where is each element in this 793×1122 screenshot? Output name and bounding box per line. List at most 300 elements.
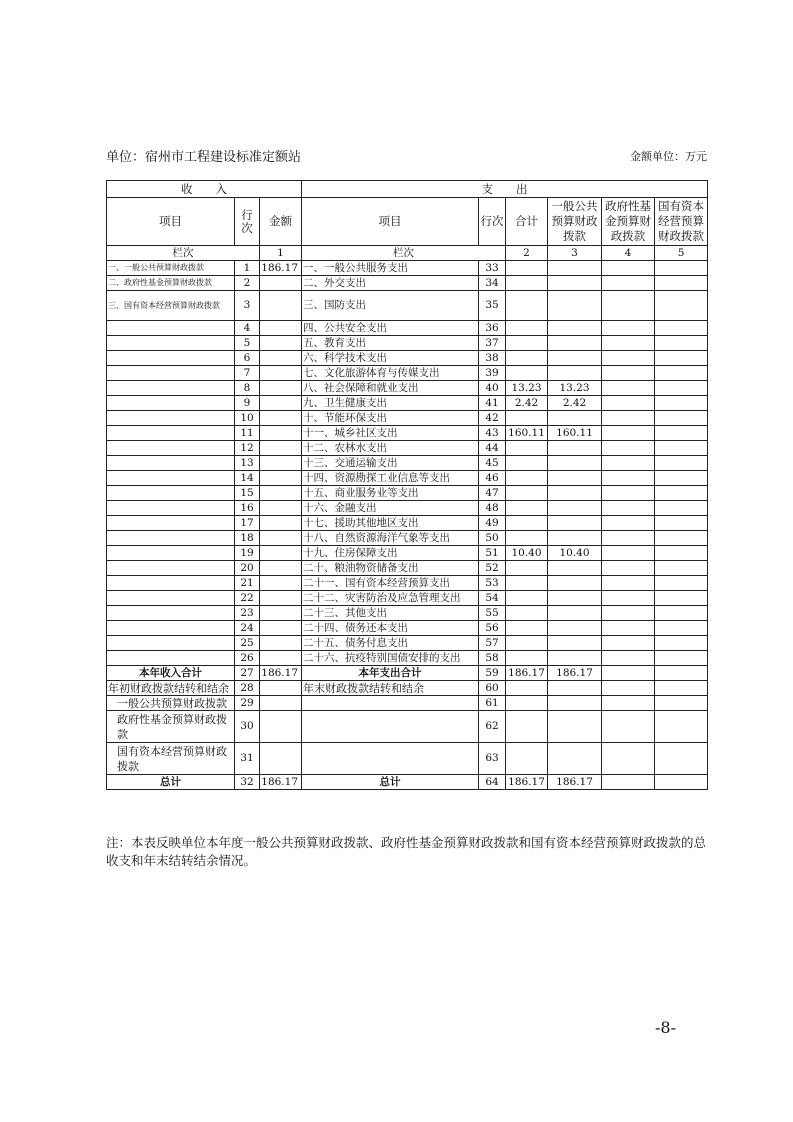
row-number: 22 [235, 591, 260, 606]
soe-cell [655, 261, 708, 276]
table-row [107, 291, 708, 321]
fund-cell [602, 531, 655, 546]
expense-item-cell: 十三、交通运输支出 [302, 456, 479, 471]
total-cell [506, 606, 548, 621]
amount-cell [260, 711, 302, 743]
row-number: 62 [479, 711, 506, 743]
expense-item-cell: 十一、城乡社区支出 [302, 426, 479, 441]
total-cell [506, 516, 548, 531]
col-header-item: 项目 [302, 198, 479, 246]
row-number: 48 [479, 501, 506, 516]
general-cell: 186.17 [548, 775, 602, 790]
table-row [107, 261, 708, 276]
fund-cell [602, 321, 655, 336]
income-item-cell [107, 321, 235, 336]
general-cell [548, 696, 602, 711]
row-number: 45 [479, 456, 506, 471]
general-cell [548, 711, 602, 743]
row-number: 44 [479, 441, 506, 456]
amount-cell: 186.17 [260, 666, 302, 681]
total-cell [506, 576, 548, 591]
row-number: 27 [235, 666, 260, 681]
table-row [107, 606, 708, 621]
general-cell: 186.17 [548, 666, 602, 681]
row-number: 40 [479, 381, 506, 396]
expense-item-cell: 二十五、债务付息支出 [302, 636, 479, 651]
row-number: 35 [479, 291, 506, 321]
col-header-amount: 金额 [260, 198, 302, 246]
income-item-cell [107, 381, 235, 396]
fund-cell [602, 441, 655, 456]
soe-cell [655, 576, 708, 591]
amount-cell [260, 321, 302, 336]
row-number: 61 [479, 696, 506, 711]
income-item-cell [107, 336, 235, 351]
empty-item-cell [302, 743, 479, 775]
general-cell: 13.23 [548, 381, 602, 396]
fund-cell [602, 561, 655, 576]
general-cell [548, 471, 602, 486]
soe-cell [655, 636, 708, 651]
total-cell [506, 441, 548, 456]
general-cell [548, 501, 602, 516]
table-row [107, 351, 708, 366]
general-cell [548, 441, 602, 456]
fund-cell [602, 396, 655, 411]
soe-cell [655, 426, 708, 441]
col-header-soe-budget: 国有资本经营预算财政拨款 [655, 198, 708, 246]
soe-cell [655, 546, 708, 561]
soe-cell [655, 321, 708, 336]
row-number: 2 [235, 276, 260, 291]
row-number: 59 [479, 666, 506, 681]
row-number: 9 [235, 396, 260, 411]
expense-item-cell: 二十、粮油物资储备支出 [302, 561, 479, 576]
total-cell [506, 321, 548, 336]
row-number: 13 [235, 456, 260, 471]
general-cell [548, 606, 602, 621]
row-number: 43 [479, 426, 506, 441]
total-cell: 186.17 [506, 666, 548, 681]
row-number: 5 [235, 336, 260, 351]
table-row [107, 426, 708, 441]
lan-number: 5 [655, 246, 708, 261]
row-number: 63 [479, 743, 506, 775]
amount-cell [260, 681, 302, 696]
income-item-cell: 一、一般公共预算财政拨款 [107, 261, 235, 276]
table-row [107, 576, 708, 591]
sub-fund-label: 政府性基金预算财政拨款 [107, 711, 235, 743]
row-number: 60 [479, 681, 506, 696]
expense-item-cell: 十四、资源勘探工业信息等支出 [302, 471, 479, 486]
row-number: 47 [479, 486, 506, 501]
row-number: 37 [479, 336, 506, 351]
expense-item-cell: 二十二、灾害防治及应急管理支出 [302, 591, 479, 606]
soe-cell [655, 621, 708, 636]
row-number: 20 [235, 561, 260, 576]
empty-item-cell [302, 711, 479, 743]
general-cell [548, 591, 602, 606]
total-cell: 2.42 [506, 396, 548, 411]
fund-cell [602, 456, 655, 471]
table-row [107, 591, 708, 606]
table-row [107, 396, 708, 411]
row-number: 31 [235, 743, 260, 775]
fund-cell [602, 516, 655, 531]
total-cell [506, 486, 548, 501]
general-cell [548, 651, 602, 666]
row-number: 53 [479, 576, 506, 591]
amount-cell [260, 471, 302, 486]
income-item-cell [107, 486, 235, 501]
soe-cell [655, 336, 708, 351]
expense-item-cell: 二十六、抗疫特别国债安排的支出 [302, 651, 479, 666]
row-number: 25 [235, 636, 260, 651]
table-row [107, 441, 708, 456]
table-row [107, 456, 708, 471]
total-cell [506, 711, 548, 743]
general-cell [548, 681, 602, 696]
row-number: 15 [235, 486, 260, 501]
amount-cell [260, 743, 302, 775]
table-row [107, 276, 708, 291]
soe-cell [655, 606, 708, 621]
expense-item-cell: 二十三、其他支出 [302, 606, 479, 621]
table-row [107, 546, 708, 561]
soe-cell [655, 396, 708, 411]
amount-cell [260, 606, 302, 621]
income-item-cell [107, 591, 235, 606]
amount-cell [260, 411, 302, 426]
amount-cell [260, 336, 302, 351]
fund-cell [602, 666, 655, 681]
total-cell [506, 591, 548, 606]
row-number: 18 [235, 531, 260, 546]
soe-cell [655, 486, 708, 501]
row-number: 36 [479, 321, 506, 336]
row-number: 28 [235, 681, 260, 696]
expense-item-cell: 二、外交支出 [302, 276, 479, 291]
lan-label: 栏次 [107, 246, 260, 261]
income-item-cell [107, 621, 235, 636]
soe-cell [655, 291, 708, 321]
expense-item-cell: 十九、住房保障支出 [302, 546, 479, 561]
soe-cell [655, 441, 708, 456]
table-row [107, 336, 708, 351]
fund-cell [602, 546, 655, 561]
soe-cell [655, 681, 708, 696]
soe-cell [655, 516, 708, 531]
row-number: 38 [479, 351, 506, 366]
general-cell [548, 516, 602, 531]
total-cell [506, 261, 548, 276]
general-cell [548, 456, 602, 471]
row-number: 50 [479, 531, 506, 546]
row-number: 6 [235, 351, 260, 366]
fund-cell [602, 621, 655, 636]
soe-cell [655, 743, 708, 775]
table-row [107, 321, 708, 336]
year-income-total-label: 本年收入合计 [107, 666, 235, 681]
amount-cell [260, 486, 302, 501]
total-cell [506, 456, 548, 471]
financial-table [106, 180, 708, 790]
fund-cell [602, 576, 655, 591]
lan-label: 栏次 [302, 246, 506, 261]
col-header-total: 合计 [506, 198, 548, 246]
income-item-cell [107, 366, 235, 381]
carry-in-label: 年初财政拨款结转和结余 [107, 681, 235, 696]
col-header-general-budget: 一般公共预算财政拨款 [548, 198, 602, 246]
row-number: 41 [479, 396, 506, 411]
general-cell: 2.42 [548, 396, 602, 411]
total-cell [506, 681, 548, 696]
amount-cell [260, 651, 302, 666]
table-row [107, 636, 708, 651]
amount-cell [260, 621, 302, 636]
soe-cell [655, 411, 708, 426]
general-cell [548, 291, 602, 321]
table-row [107, 366, 708, 381]
row-number: 1 [235, 261, 260, 276]
income-item-cell [107, 546, 235, 561]
fund-cell [602, 696, 655, 711]
amount-cell [260, 276, 302, 291]
expense-item-cell: 十七、援助其他地区支出 [302, 516, 479, 531]
soe-cell [655, 651, 708, 666]
income-item-cell: 三、国有资本经营预算财政拨款 [107, 291, 235, 321]
soe-cell [655, 351, 708, 366]
income-item-cell [107, 456, 235, 471]
income-item-cell [107, 531, 235, 546]
sub-general-label: 一般公共预算财政拨款 [107, 696, 235, 711]
income-item-cell [107, 441, 235, 456]
row-number: 21 [235, 576, 260, 591]
table-row [107, 411, 708, 426]
income-item-cell: 二、政府性基金预算财政拨款 [107, 276, 235, 291]
fund-cell [602, 426, 655, 441]
fund-cell [602, 351, 655, 366]
income-item-cell [107, 501, 235, 516]
fund-cell [602, 636, 655, 651]
fund-cell [602, 381, 655, 396]
row-number: 30 [235, 711, 260, 743]
fund-cell [602, 743, 655, 775]
grand-total-label: 总计 [107, 775, 235, 790]
income-item-cell [107, 576, 235, 591]
fund-cell [602, 411, 655, 426]
row-number: 51 [479, 546, 506, 561]
row-number: 29 [235, 696, 260, 711]
total-cell [506, 743, 548, 775]
general-cell: 10.40 [548, 546, 602, 561]
general-cell [548, 336, 602, 351]
table-row [107, 501, 708, 516]
unit-label: 单位：宿州市工程建设标准定额站 [106, 150, 302, 165]
amount-cell [260, 546, 302, 561]
row-number: 42 [479, 411, 506, 426]
col-header-fund-budget: 政府性基金预算财政拨款 [602, 198, 655, 246]
expense-item-cell: 一、一般公共服务支出 [302, 261, 479, 276]
total-cell [506, 276, 548, 291]
total-cell [506, 561, 548, 576]
general-cell [548, 621, 602, 636]
soe-cell [655, 696, 708, 711]
row-number: 17 [235, 516, 260, 531]
soe-cell [655, 501, 708, 516]
income-item-cell [107, 351, 235, 366]
total-cell [506, 696, 548, 711]
income-item-cell [107, 651, 235, 666]
total-cell: 160.11 [506, 426, 548, 441]
fund-cell [602, 606, 655, 621]
fund-cell [602, 711, 655, 743]
row-number: 26 [235, 651, 260, 666]
income-item-cell [107, 396, 235, 411]
soe-cell [655, 591, 708, 606]
row-number: 58 [479, 651, 506, 666]
soe-cell [655, 276, 708, 291]
expense-item-cell: 十五、商业服务业等支出 [302, 486, 479, 501]
page-number: -8- [655, 1018, 676, 1037]
amount-cell [260, 441, 302, 456]
amount-cell [260, 366, 302, 381]
amount-cell [260, 516, 302, 531]
soe-cell [655, 561, 708, 576]
fund-cell [602, 276, 655, 291]
lan-number: 1 [260, 246, 302, 261]
row-number: 57 [479, 636, 506, 651]
income-item-cell [107, 471, 235, 486]
amount-cell [260, 351, 302, 366]
year-expense-total-label: 本年支出合计 [302, 666, 479, 681]
fund-cell [602, 471, 655, 486]
amount-cell [260, 591, 302, 606]
table-row [107, 471, 708, 486]
soe-cell [655, 366, 708, 381]
lan-number: 3 [548, 246, 602, 261]
row-number: 49 [479, 516, 506, 531]
amount-cell: 186.17 [260, 775, 302, 790]
amount-cell [260, 291, 302, 321]
carry-out-label: 年末财政拨款结转和结余 [302, 681, 479, 696]
row-number: 4 [235, 321, 260, 336]
total-cell: 10.40 [506, 546, 548, 561]
row-number: 19 [235, 546, 260, 561]
row-number: 54 [479, 591, 506, 606]
amount-cell [260, 396, 302, 411]
general-cell [548, 561, 602, 576]
general-cell [548, 366, 602, 381]
income-item-cell [107, 636, 235, 651]
amount-cell [260, 696, 302, 711]
fund-cell [602, 501, 655, 516]
total-cell [506, 501, 548, 516]
fund-cell [602, 261, 655, 276]
total-cell [506, 411, 548, 426]
total-cell [506, 651, 548, 666]
total-cell [506, 336, 548, 351]
row-number: 24 [235, 621, 260, 636]
general-cell [548, 261, 602, 276]
income-item-cell [107, 516, 235, 531]
expense-item-cell: 十六、金融支出 [302, 501, 479, 516]
fund-cell [602, 775, 655, 790]
sub-soe-label: 国有资本经营预算财政拨款 [107, 743, 235, 775]
row-number: 34 [479, 276, 506, 291]
total-cell [506, 471, 548, 486]
fund-cell [602, 486, 655, 501]
general-cell [548, 276, 602, 291]
general-cell [548, 411, 602, 426]
fund-cell [602, 336, 655, 351]
amount-cell [260, 636, 302, 651]
table-row [107, 531, 708, 546]
income-item-cell [107, 411, 235, 426]
row-number: 10 [235, 411, 260, 426]
table-row [107, 516, 708, 531]
total-cell: 13.23 [506, 381, 548, 396]
soe-cell [655, 471, 708, 486]
empty-item-cell [302, 696, 479, 711]
general-cell [548, 743, 602, 775]
income-item-cell [107, 606, 235, 621]
row-number: 52 [479, 561, 506, 576]
soe-cell [655, 775, 708, 790]
expense-section-title: 支 出 [302, 181, 708, 198]
col-header-row: 行次 [235, 198, 260, 246]
general-cell [548, 636, 602, 651]
row-number: 46 [479, 471, 506, 486]
amount-cell [260, 381, 302, 396]
income-section-title: 收 入 [107, 181, 302, 198]
table-row [107, 651, 708, 666]
grand-total-label: 总计 [302, 775, 479, 790]
row-number: 14 [235, 471, 260, 486]
expense-item-cell: 二十四、债务还本支出 [302, 621, 479, 636]
amount-cell [260, 561, 302, 576]
expense-item-cell: 三、国防支出 [302, 291, 479, 321]
amount-cell: 186.17 [260, 261, 302, 276]
row-number: 33 [479, 261, 506, 276]
lan-number: 2 [506, 246, 548, 261]
footnote: 注：本表反映单位本年度一般公共预算财政拨款、政府性基金预算财政拨款和国有资本经营预算财政拨款的总收支和年末结转结余情况。 [106, 835, 707, 868]
expense-item-cell: 八、社会保障和就业支出 [302, 381, 479, 396]
amount-cell [260, 576, 302, 591]
expense-item-cell: 七、文化旅游体育与传媒支出 [302, 366, 479, 381]
expense-item-cell: 十、节能环保支出 [302, 411, 479, 426]
expense-item-cell: 五、教育支出 [302, 336, 479, 351]
row-number: 55 [479, 606, 506, 621]
total-cell [506, 291, 548, 321]
total-cell [506, 636, 548, 651]
col-header-item: 项目 [107, 198, 235, 246]
fund-cell [602, 366, 655, 381]
general-cell [548, 321, 602, 336]
general-cell [548, 351, 602, 366]
expense-item-cell: 六、科学技术支出 [302, 351, 479, 366]
amount-cell [260, 501, 302, 516]
table-row [107, 486, 708, 501]
fund-cell [602, 591, 655, 606]
row-number: 3 [235, 291, 260, 321]
expense-item-cell: 九、卫生健康支出 [302, 396, 479, 411]
row-number: 23 [235, 606, 260, 621]
row-number: 32 [235, 775, 260, 790]
row-number: 11 [235, 426, 260, 441]
amount-cell [260, 456, 302, 471]
soe-cell [655, 381, 708, 396]
